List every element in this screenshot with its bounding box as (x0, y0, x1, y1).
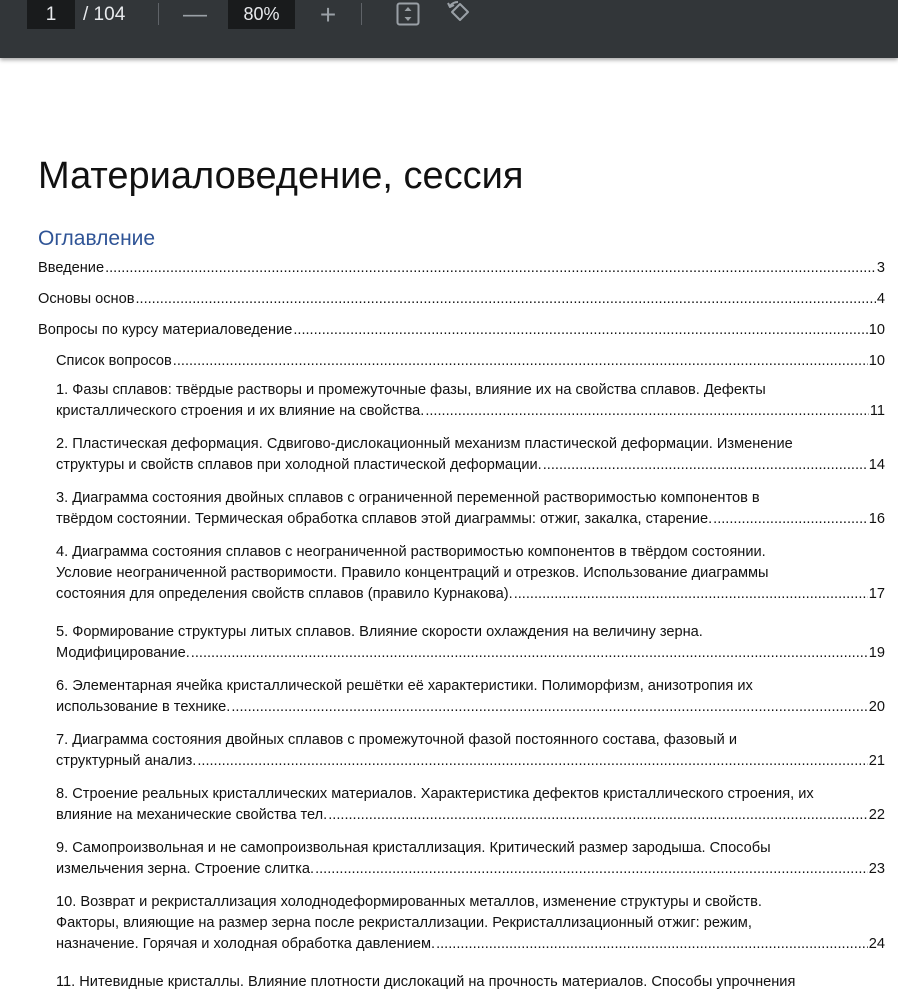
toc-entry-text: 9. Самопроизвольная и не самопроизвольная кристаллизация. Критический размер зародыша. Способы (56, 840, 771, 856)
document-title: Материаловедение, сессия (38, 155, 524, 197)
toc-page-number: 19 (868, 645, 885, 661)
toc-page-number: 14 (868, 457, 885, 473)
toc-entry[interactable] (56, 838, 885, 880)
toc-entry-text: Список вопросов (56, 353, 172, 369)
toc-dot-leader (328, 805, 868, 826)
toc-entry-text: Факторы, влияющие на размер зерна после рекристаллизации. Рекристаллизационный отжиг: режим, (56, 915, 752, 931)
zoom-out-icon[interactable]: — (183, 1, 207, 28)
toc-page-number: 10 (868, 322, 885, 338)
toc-page-number: 17 (868, 586, 885, 602)
toc-dot-leader (713, 509, 868, 530)
toc-entry-text: Условие неограниченной растворимости. Правило концентраций и отрезков. Использование диаграммы (56, 565, 769, 581)
pdf-page (0, 58, 898, 1000)
toc-entry[interactable] (56, 972, 885, 993)
toc-entry-text: Модифицирование. (56, 645, 190, 661)
toc-entry[interactable] (56, 542, 885, 605)
toolbar-divider (361, 3, 362, 25)
toc-entry[interactable] (38, 289, 885, 310)
toc-entry[interactable] (56, 488, 885, 530)
rotate-icon[interactable] (446, 0, 474, 29)
toc-entry[interactable] (56, 622, 885, 664)
toc-page-number: 22 (868, 807, 885, 823)
toc-entry-text: 2. Пластическая деформация. Сдвигово-дислокационный механизм пластической деформации. Изменение (56, 436, 793, 452)
toc-entry-text: структурный анализ. (56, 753, 197, 769)
toc-dot-leader (197, 751, 867, 772)
toc-entry-text: использование в технике. (56, 699, 231, 715)
toc-entry-text: состояния для определения свойств сплавов (правило Курнакова). (56, 586, 513, 602)
toc-entry-text: Вопросы по курсу материаловедение (38, 322, 293, 338)
toc-page-number: 16 (868, 511, 885, 527)
toc-page-number: 4 (876, 291, 885, 307)
toc-dot-leader (231, 697, 867, 718)
toc-entry[interactable] (56, 730, 885, 772)
zoom-in-icon[interactable]: + (319, 0, 337, 30)
toc-dot-leader (135, 289, 875, 310)
toc-dot-leader (173, 351, 868, 372)
toc-entry[interactable] (56, 434, 885, 476)
toc-page-number: 10 (868, 353, 885, 369)
toolbar-divider (158, 3, 159, 25)
toc-entry-text: Введение (38, 260, 105, 276)
toc-page-number: 3 (876, 260, 885, 276)
toc-dot-leader (543, 455, 868, 476)
toc-heading: Оглавление (38, 227, 156, 250)
toc-page-number: 21 (868, 753, 885, 769)
toc-entry-text: 11. Нитевидные кристаллы. Влияние плотности дислокаций на прочность материалов. Способы упрочнения (56, 974, 796, 990)
toc-entry-text: измельчения зерна. Строение слитка. (56, 861, 315, 877)
toc-dot-leader (436, 934, 868, 955)
toc-entry[interactable] (56, 676, 885, 718)
toc-page-number: 24 (868, 936, 885, 952)
zoom-level-input[interactable]: 80% (228, 0, 295, 29)
toc-entry-text: 1. Фазы сплавов: твёрдые растворы и промежуточные фазы, влияние их на свойства сплавов. Дефекты (56, 382, 766, 398)
toc-entry-text: 7. Диаграмма состояния двойных сплавов с промежуточной фазой постоянного состава, фазовый и (56, 732, 737, 748)
toc-dot-leader (425, 401, 869, 422)
toc-entry-text: 4. Диаграмма состояния сплавов с неограниченной растворимостью компонентов в твёрдом состоянии. (56, 544, 766, 560)
toc-entry[interactable] (56, 892, 885, 955)
toc-entry-text: Основы основ (38, 291, 135, 307)
toc-entry-text: 5. Формирование структуры литых сплавов. Влияние скорости охлаждения на величину зерна. (56, 624, 703, 640)
toc-entry[interactable] (56, 380, 885, 422)
toc-page-number: 20 (868, 699, 885, 715)
toc-entry[interactable] (56, 351, 885, 372)
pdf-toolbar (0, 0, 898, 58)
toc-entry[interactable] (38, 320, 885, 341)
page-total: / 104 (83, 4, 126, 25)
toc-entry[interactable] (56, 784, 885, 826)
toc-entry-text: структуры и свойств сплавов при холодной пластической деформации. (56, 457, 542, 473)
toc-entry-text: твёрдом состоянии. Термическая обработка сплавов этой диаграммы: отжиг, закалка, старение. (56, 511, 713, 527)
toc-entry[interactable] (38, 258, 885, 279)
toc-dot-leader (105, 258, 876, 279)
fit-to-page-icon[interactable] (394, 0, 422, 29)
toc-entry-text: 8. Строение реальных кристаллических материалов. Характеристика дефектов кристаллического строения, их (56, 786, 814, 802)
toc-entry-text: 10. Возврат и рекристаллизация холоднодеформированных металлов, изменение структуры и свойств. (56, 894, 762, 910)
toc-entry-text: кристаллического строения и их влияние на свойства. (56, 403, 425, 419)
toc-dot-leader (315, 859, 868, 880)
toc-dot-leader (191, 643, 868, 664)
page-number-input[interactable] (27, 0, 75, 29)
toc-entry-text: 3. Диаграмма состояния двойных сплавов с ограниченной переменной растворимостью компонентов в (56, 490, 760, 506)
toc-page-number: 23 (868, 861, 885, 877)
toc-dot-leader (293, 320, 867, 341)
toc-entry-text: 6. Элементарная ячейка кристаллической решётки её характеристики. Полиморфизм, анизотропия их (56, 678, 753, 694)
toc-entry-text: назначение. Горячая и холодная обработка давлением. (56, 936, 436, 952)
toc-dot-leader (514, 584, 868, 605)
toc-page-number: 11 (869, 403, 885, 419)
toc-entry-text: влияние на механические свойства тел. (56, 807, 328, 823)
